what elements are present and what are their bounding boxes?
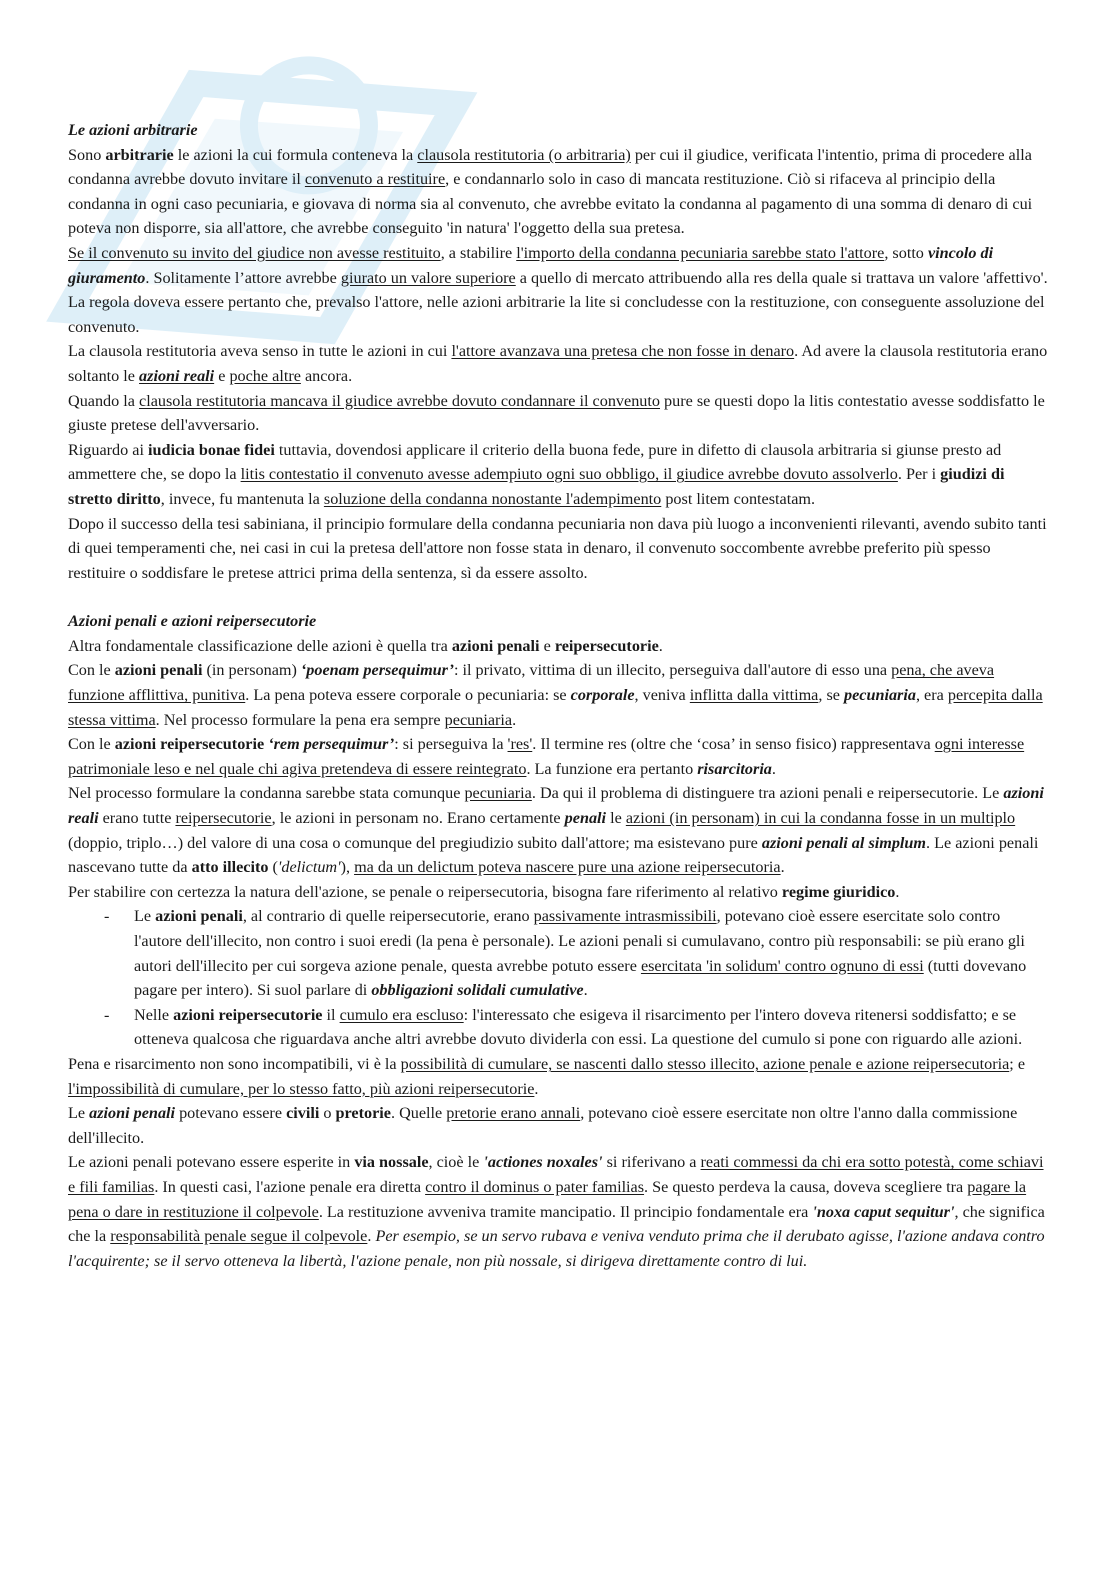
text-run: civili (286, 1104, 320, 1123)
text-run: e (214, 366, 230, 385)
text-run: , se (818, 686, 844, 705)
text-run: , veniva (634, 686, 690, 705)
text-run: pecuniaria (844, 686, 916, 705)
text-run: Riguardo ai (68, 440, 149, 459)
text-run: ; e (1009, 1054, 1026, 1073)
text-run: Per stabilire con certezza la natura dell'azione, se penale o reipersecutoria, bisogna fare riferimento al relativo (68, 882, 782, 901)
text-run: potevano essere (175, 1104, 287, 1123)
text-run: 'noxa caput sequitur' (812, 1202, 955, 1221)
text-run: atto illecito (191, 858, 269, 877)
text-run: tuttavia, dovendosi applicare il criterio della buona fede, pure in difetto di clausola arbitraria si giunse presto ad ammettere che, se dopo la (68, 440, 1002, 484)
section-paragraphs (68, 1052, 1048, 1273)
text-run: . Quelle (390, 1104, 447, 1123)
section-title: Le azioni arbitrarie (68, 121, 198, 139)
text-run: giudizi di stretto diritto (68, 465, 1005, 508)
text-run: Pena e risarcimento non sono incompatibili, vi è la (68, 1054, 401, 1073)
text-run: iudicia bonae fidei (148, 440, 275, 459)
text-run: arbitrarie (105, 145, 174, 164)
text-run: giurato un valore superiore (340, 268, 516, 287)
text-run: passivamente intrasmissibili (533, 907, 717, 926)
text-run: azioni (in personam) in cui la condanna fosse in un multiplo (625, 809, 1016, 828)
section-paragraphs (68, 143, 1048, 586)
paragraph (68, 781, 1048, 879)
text-run: reipersecutorie (175, 809, 272, 828)
text-run: Se il convenuto su invito del giudice non avesse restituito (68, 243, 441, 262)
text-run: azioni penali (114, 661, 203, 680)
text-run: vincolo di giuramento (68, 243, 994, 287)
text-run: litis contestatio il convenuto avesse adempiuto ogni suo obbligo, il giudice avrebbe dovuto assolverlo (240, 465, 898, 484)
text-run: ogni interesse patrimoniale leso e nel quale chi agiva pretendeva di essere reintegrato (68, 735, 1025, 778)
text-run: ‘poenam persequimur’ (300, 661, 454, 680)
text-run: cumulo era escluso (339, 1005, 464, 1024)
paragraph (68, 389, 1048, 438)
text-run: . Nel processo formulare la pena era sempre (155, 710, 445, 729)
text-run: , sotto (884, 243, 928, 262)
text-run: . Solitamente l’attore avrebbe (145, 268, 341, 287)
text-run: inflitta dalla vittima (689, 686, 819, 705)
text-run: pagare la pena o dare in restituzione il colpevole (68, 1177, 1027, 1221)
text-run: Le (68, 1104, 90, 1123)
text-run: il (322, 1005, 340, 1024)
text-run: . (534, 1079, 539, 1098)
text-run: (doppio, triplo…) del valore di una cosa o comunque del pregiudizio subito dall'attore; ma esistevano pure (68, 833, 762, 852)
text-run: responsabilità penale segue il colpevole (110, 1227, 368, 1246)
paragraph (68, 1052, 1048, 1101)
text-run: azioni reali (139, 366, 215, 385)
text-run: 'delictum' (277, 858, 341, 877)
text-run: ‘rem persequimur’ (268, 735, 395, 754)
text-run: l'importo della condanna pecuniaria sarebbe stato l'attore (516, 243, 885, 262)
text-run: post litem contestatam. (661, 489, 816, 508)
dash-list (68, 904, 1048, 1052)
text-run: , potevano cioè essere esercitate non oltre l'anno dalla commissione dell'illecito. (68, 1104, 1018, 1147)
text-run: l'attore avanzava una pretesa che non fosse in denaro (451, 342, 795, 361)
text-run: , cioè le (428, 1153, 484, 1172)
text-run: , a stabilire (440, 243, 517, 262)
text-run: azioni penali (451, 636, 540, 655)
paragraph (68, 143, 1048, 241)
paragraph (68, 880, 1048, 905)
text-run: . (780, 858, 785, 877)
text-run: pecuniaria (464, 784, 532, 803)
text-run: Le (134, 907, 156, 926)
text-run: corporale (570, 686, 635, 705)
text-run: e (539, 636, 555, 655)
text-run: erano tutte (98, 809, 176, 828)
text-run: , e condannarlo solo in caso di mancata restituzione. Ciò si rifaceva al principio della condanna in ogni caso pecuniaria, e giovava di norma sia al convenuto, che avrebbe evitato la condanna al pagamento di una somma di denaro di cui poteva non disporre, sia all'attore, che avrebbe conseguito 'in natura' l'oggetto della sua pretesa. (68, 170, 1033, 238)
document-body (68, 118, 1048, 1273)
text-run: . Da qui il problema di distinguere tra azioni penali e reipersecutorie. Le (531, 784, 1004, 803)
text-run: 'res' (507, 735, 533, 754)
paragraph (68, 732, 1048, 781)
section-title: Azioni penali e azioni reipersecutorie (68, 612, 317, 631)
text-run: esercitata 'in solidum' contro ognuno di essi (640, 956, 924, 975)
text-run: . Il termine res (oltre che ‘cosa’ in senso fisico) rappresentava (532, 735, 935, 754)
text-run: , potevano cioè essere esercitate solo contro l'autore dell'illecito, non contro i suoi eredi (la pena è personale). Le azioni penali si cumulavano, contro più responsabili: se più erano gli autori dell'illecito per cui sorgeva azione penale, questa avrebbe potuto essere (134, 907, 1025, 975)
text-run: azioni reali (68, 784, 1044, 828)
section-gap (68, 585, 1048, 609)
text-run: pretorie (335, 1104, 391, 1123)
text-run: : l'interessato che esigeva il risarcimento per l'intero doveva ritenersi soddisfatto; e se otteneva qualcosa che riguardava anche altri avrebbe dovuto dividerla con essi. La questione del cumulo si pone con riguardo alle azioni. (134, 1005, 1023, 1049)
text-run: risarcitoria (697, 759, 772, 778)
text-run: clausola restitutoria (o arbitraria) (417, 145, 631, 164)
section-paragraphs (68, 634, 1048, 905)
paragraph (68, 1101, 1048, 1150)
text-run: , le azioni in personam no. Erano certamente (271, 809, 565, 828)
text-run: via nossale (354, 1153, 429, 1172)
list-item (68, 904, 1048, 1002)
text-run: . (583, 981, 588, 1000)
text-run: . La funzione era pertanto (526, 759, 698, 778)
text-run: azioni penali (155, 907, 243, 926)
text-run: Con le (68, 661, 115, 680)
text-run: . (512, 710, 517, 729)
paragraph (68, 339, 1048, 388)
text-run: . Le azioni penali nascevano tutte da (68, 833, 1039, 877)
text-run: . (895, 882, 900, 901)
text-run: le (606, 809, 626, 828)
paragraph (68, 438, 1048, 512)
text-run: , che significa che la (68, 1202, 1045, 1246)
text-run: Altra fondamentale classificazione delle azioni è quella tra (68, 636, 452, 655)
text-run: . Ad avere la clausola restitutoria erano soltanto le (68, 342, 1048, 385)
text-run: pecuniaria (444, 710, 513, 729)
text-run: convenuto a restituire (304, 170, 446, 189)
text-run: , al contrario di quelle reipersecutorie, erano (242, 907, 534, 926)
text-run: (in personam) (202, 661, 301, 680)
text-run: reipersecutorie (554, 636, 659, 655)
text-run: o (319, 1104, 336, 1123)
text-run: ), (340, 858, 355, 877)
text-run: Nelle (134, 1005, 174, 1024)
text-run: azioni reipersecutorie (114, 735, 265, 754)
text-run: : si perseguiva la (394, 735, 508, 754)
paragraph (68, 1150, 1048, 1273)
text-run: clausola restitutoria mancava il giudice avrebbe dovuto condannare il convenuto (139, 391, 660, 410)
text-run: Con le (68, 735, 115, 754)
text-run: , invece, fu mantenuta la (160, 489, 324, 508)
text-run: possibilità di cumulare, se nascenti dallo stesso illecito, azione penale e azione reipersecutoria (400, 1054, 1010, 1073)
text-run: percepita dalla stessa vittima (68, 686, 1043, 729)
text-run: . La pena poteva essere corporale o pecuniaria: se (245, 686, 571, 705)
text-run: Nel processo formulare la condanna sarebbe stata comunque (68, 784, 465, 803)
text-run: ma da un delictum poteva nascere pure una azione reipersecutoria (354, 858, 781, 877)
text-run: : il privato, vittima di un illecito, perseguiva dall'autore di esso una (453, 661, 892, 680)
text-run: , era (915, 686, 948, 705)
text-run: le azioni la cui formula conteneva la (173, 145, 418, 164)
text-run: . Per i (897, 465, 941, 484)
text-run: pure se questi dopo la litis contestatio avesse soddisfatto le giuste pretese dell'avversario. (68, 391, 1045, 435)
text-run: (tutti dovevano pagare per intero). Si suol parlare di (134, 956, 1027, 1000)
text-run: a quello di mercato attribuendo alla res della quale si trattava un valore 'affettivo'. La regola doveva essere pertanto che, prevalso l'attore, nelle azioni arbitrarie la lite si concludesse con la restituzione, con conseguente assoluzione del convenuto. (68, 268, 1048, 336)
text-run: . In questi casi, l'azione penale era diretta (154, 1177, 426, 1196)
text-run: 'actiones noxales' (483, 1153, 603, 1172)
text-run: Per esempio, se un servo rubava e veniva venduto prima che il derubato agisse, l'azione andava contro l'acquirente; se il servo otteneva la libertà, l'azione penale, non più nossale, si dirigeva direttamente contro di lui. (68, 1227, 1045, 1270)
paragraph (68, 241, 1048, 339)
text-run: azioni reipersecutorie (173, 1005, 323, 1024)
text-run: reati commessi da chi era sotto potestà, come schiavi e fili familias (68, 1153, 1044, 1196)
text-run: si riferivano a (602, 1153, 701, 1172)
text-run: azioni penali al simplum (761, 833, 927, 852)
list-item (68, 1003, 1048, 1052)
paragraph (68, 634, 1048, 659)
text-run: poche altre (229, 366, 301, 385)
text-run: obbligazioni solidali cumulative (371, 981, 584, 1000)
text-run: Quando la (68, 391, 140, 410)
text-run: Sono (68, 145, 106, 164)
text-run: ( (268, 858, 278, 877)
text-run: l'impossibilità di cumulare, per lo stesso fatto, più azioni reipersecutorie (68, 1079, 535, 1098)
text-run: pena, che aveva funzione afflittiva, punitiva (68, 661, 995, 705)
text-run: soluzione della condanna nonostante l'adempimento (323, 489, 662, 508)
text-run: . (658, 636, 663, 655)
text-run: Dopo il successo della tesi sabiniana, il principio formulare della condanna pecuniaria non dava più luogo a inconvenienti rilevanti, avendo subito tanti di quei temperamenti che, nei casi in cui la pretesa dell'attore non fosse stata in denaro, il convenuto soccombente avrebbe preferito più spesso restituire o soddisfare le pretese attrici prima della sentenza, sì da essere assolto. (68, 514, 1047, 582)
paragraph (68, 512, 1048, 586)
text-run: pretorie erano annali (446, 1104, 581, 1123)
text-run: . La restituzione avveniva tramite mancipatio. Il principio fondamentale era (318, 1202, 813, 1221)
text-run: azioni penali (89, 1104, 176, 1123)
text-run: ancora. (300, 366, 353, 385)
text-run: La clausola restitutoria aveva senso in tutte le azioni in cui (68, 342, 452, 361)
text-run: regime giuridico (781, 882, 896, 901)
text-run: . (771, 759, 776, 778)
text-run: contro il dominus o pater familias (425, 1177, 645, 1196)
text-run: . (367, 1227, 376, 1246)
text-run: . Se questo perdeva la causa, doveva scegliere tra (644, 1177, 968, 1196)
text-run: penali (564, 809, 607, 828)
text-run: Le azioni penali potevano essere esperite in (68, 1153, 355, 1172)
paragraph (68, 658, 1048, 732)
text-run: per cui il giudice, verificata l'intentio, prima di procedere alla condanna avrebbe dovuto invitare il (68, 145, 1032, 189)
